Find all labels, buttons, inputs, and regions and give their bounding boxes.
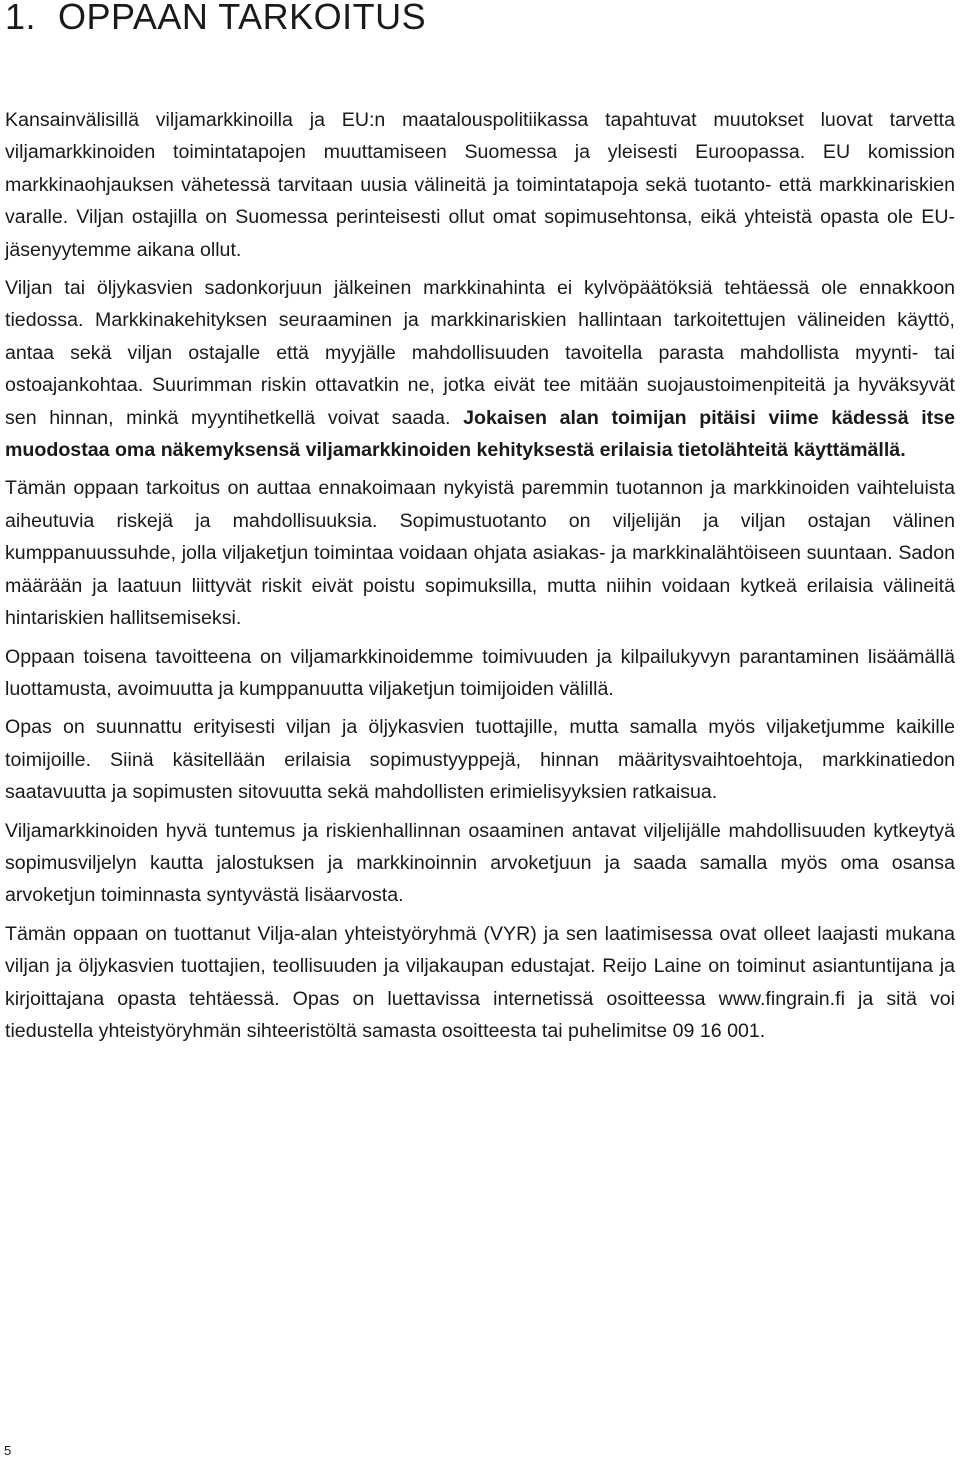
- section-number: 1.: [5, 0, 37, 37]
- paragraph-5: [5, 711, 955, 808]
- paragraph-1: [5, 104, 955, 266]
- paragraph-1-text: Kansainvälisillä viljamarkkinoilla ja EU:n maatalouspolitiikassa tapahtuvat muutokset luovat tarvetta viljamarkkinoiden toimintatapojen muuttamiseen Suomessa ja yleisesti Euroopassa. EU komission markkinaohjauksen vähetessä tarvitaan uusia välineitä ja toimintatapoja sekä tuotanto- että markkinariskien varalle. Viljan ostajilla on Suomessa perinteisesti ollut omat sopimusehtonsa, eikä yhteistä opasta ole EU-jäsenyytemme aikana ollut.: [5, 109, 955, 261]
- document-page: [5, 0, 955, 1053]
- paragraph-6: [5, 815, 955, 912]
- document-body: [5, 104, 955, 1047]
- paragraph-6-text: Viljamarkkinoiden hyvä tuntemus ja riskienhallinnan osaaminen antavat viljelijälle mahdollisuuden kytkeytyä sopimusviljelyn kautta jalostuksen ja markkinoinnin arvoketjuun ja saada samalla myös oma osansa arvoketjun toiminnasta syntyvästä lisäarvosta.: [5, 819, 955, 907]
- paragraph-4: [5, 641, 955, 706]
- paragraph-2-text: Viljan tai öljykasvien sadonkorjuun jälkeinen markkinahinta ei kylvöpäätöksiä tehtäessä ole ennakkoon tiedossa. Markkinakehityksen seuraaminen ja markkinariskien hallintaan tarkoitettujen välineiden käyttö, antaa sekä viljan ostajalle että myyjälle mahdollisuuden tavoitella parasta mahdollista myynti- tai ostoajankohtaa. Suurimman riskin ottavatkin ne, jotka eivät tee mitään suojaustoimenpiteitä ja hyväksyvät sen hinnan, minkä myyntihetkellä voivat saada.: [5, 277, 955, 429]
- section-title: OPPAAN TARKOITUS: [58, 0, 427, 37]
- paragraph-7: [5, 918, 955, 1048]
- paragraph-3: [5, 472, 955, 634]
- section-heading: [5, 0, 955, 40]
- paragraph-3-text: Tämän oppaan tarkoitus on auttaa ennakoimaan nykyistä paremmin tuotannon ja markkinoiden vaihteluista aiheutuvia riskejä ja mahdollisuuksia. Sopimustuotanto on viljelijän ja viljan ostajan välinen kumppanuussuhde, jolla viljaketjun toimintaa voidaan ohjata asiakas- ja markkinalähtöiseen suuntaan. Sadon määrään ja laatuun liittyvät riskit eivät poistu sopimuksilla, mutta niihin voidaan kytkeä erilaisia välineitä hintariskien hallitsemiseksi.: [5, 477, 955, 630]
- paragraph-2-emphasis: Jokaisen alan toimijan pitäisi viime kädessä itse muodostaa oma näkemyksensä viljamarkkinoiden kehityksestä erilaisia tietolähteitä käyttämällä.: [5, 406, 955, 462]
- paragraph-4-text: Oppaan toisena tavoitteena on viljamarkkinoidemme toimivuuden ja kilpailukyvyn parantaminen lisäämällä luottamusta, avoimuutta ja kumppanuutta viljaketjun toimijoiden välillä.: [5, 645, 955, 700]
- paragraph-2: [5, 272, 955, 466]
- page-number: 5: [4, 1443, 12, 1458]
- paragraph-7-text: Tämän oppaan on tuottanut Vilja-alan yhteistyöryhmä (VYR) ja sen laatimisessa ovat olleet laajasti mukana viljan ja öljykasvien tuottajien, teollisuuden ja viljakaupan edustajat. Reijo Laine on toiminut asiantuntijana ja kirjoittajana opasta tehtäessä. Opas on luettavissa internetissä osoitteessa www.fingrain.fi ja sitä voi tiedustella yhteistyöryhmän sihteeristöltä samasta osoitteesta tai puhelimitse 09 16 001.: [5, 922, 955, 1042]
- paragraph-5-text: Opas on suunnattu erityisesti viljan ja öljykasvien tuottajille, mutta samalla myös viljaketjumme kaikille toimijoille. Siinä käsitellään erilaisia sopimustyyppejä, hinnan määritysvaihtoehtoja, markkinatiedon saatavuutta ja sopimusten sitovuutta sekä mahdollisten erimielisyyksien ratkaisua.: [5, 716, 955, 804]
